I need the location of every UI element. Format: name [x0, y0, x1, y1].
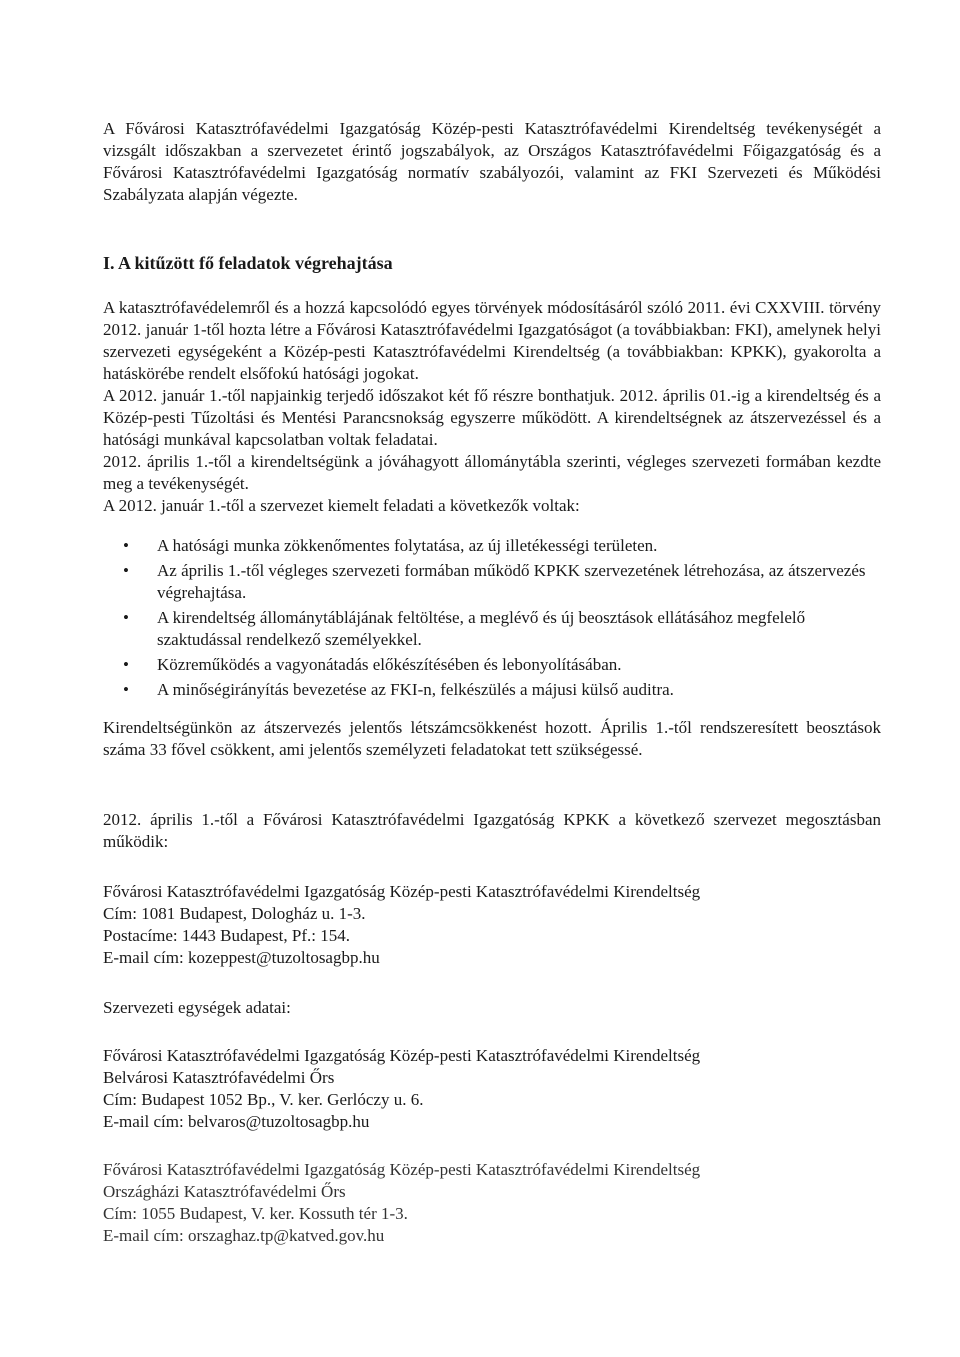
bullet-icon: • — [123, 655, 129, 674]
staff-paragraph: Kirendeltségünkön az átszervezés jelentős létszámcsökkenést hozott. Április 1.-től rendszeresített beosztások száma 33 fővel csökkent, ami jelentős személyzeti feladatokat tett szükségessé. — [103, 718, 881, 759]
unit-name: Belvárosi Katasztrófavédelmi Őrs — [103, 1068, 335, 1087]
section-paragraph-2: A 2012. január 1.-től napjainkig terjedő időszakot két fő részre bonthatjuk. 2012. április 01.-ig a kirendeltség és a Közép-pesti Tűzoltási és Mentési Parancsnokság egyszerre működött. A kirendeltségnek az átszervezéssel és a hatósági munkával kapcsolatban voltak feladatai. — [103, 386, 881, 449]
units-title: Szervezeti egységek adatai: — [103, 998, 291, 1017]
intro-paragraph: A Fővárosi Katasztrófavédelmi Igazgatóság Közép-pesti Katasztrófavédelmi Kirendeltség tevékenységét a vizsgált időszakban a szervezetet érintő jogszabályok, az Országos Katasztrófavédelmi Főigazgatóság és a Fővárosi Katasztrófavédelmi Igazgatóság normatív szabályozói, valamint az FKI Szervezeti és Működési Szabályzata alapján végezte. — [103, 119, 881, 204]
org-postal: Postacíme: 1443 Budapest, Pf.: 154. — [103, 926, 350, 945]
task-list — [103, 535, 881, 701]
section-paragraph-3: 2012. április 1.-től a kirendeltségünk a jóváhagyott állománytábla szerinti, végleges szervezeti formában kezdte meg a tevékenységét. — [103, 452, 881, 493]
org-email: E-mail cím: kozeppest@tuzoltosagbp.hu — [103, 948, 380, 967]
list-item: • A minőségirányítás bevezetése az FKI-n, felkészülés a májusi külső auditra. — [123, 680, 674, 699]
bullet-icon: • — [123, 608, 129, 627]
document-page — [103, 118, 881, 1247]
unit-email: E-mail cím: orszaghaz.tp@katved.gov.hu — [103, 1226, 385, 1245]
unit-org: Fővárosi Katasztrófavédelmi Igazgatóság Közép-pesti Katasztrófavédelmi Kirendeltség — [103, 1160, 701, 1179]
list-item: • A hatósági munka zökkenőmentes folytatása, az új illetékességi területen. — [123, 536, 658, 555]
org-contact-block — [103, 881, 881, 969]
unit-block-belvaros — [103, 1045, 881, 1133]
bullet-icon: • — [123, 680, 129, 699]
unit-name: Országházi Katasztrófavédelmi Őrs — [103, 1182, 346, 1201]
unit-address: Cím: Budapest 1052 Bp., V. ker. Gerlóczy u. 6. — [103, 1090, 424, 1109]
list-item: • Az április 1.-től végleges szervezeti formában működő KPKK szervezetének létrehozása, az átszervezés végrehajtása. — [123, 561, 866, 602]
org-name: Fővárosi Katasztrófavédelmi Igazgatóság Közép-pesti Katasztrófavédelmi Kirendeltség — [103, 882, 701, 901]
unit-address: Cím: 1055 Budapest, V. ker. Kossuth tér 1-3. — [103, 1204, 408, 1223]
bullet-icon: • — [123, 561, 129, 580]
bullet-icon: • — [123, 536, 129, 555]
unit-org: Fővárosi Katasztrófavédelmi Igazgatóság Közép-pesti Katasztrófavédelmi Kirendeltség — [103, 1046, 701, 1065]
unit-email: E-mail cím: belvaros@tuzoltosagbp.hu — [103, 1112, 370, 1131]
list-item: • A kirendeltség állománytáblájának feltöltése, a meglévő és új beosztások ellátásához megfelelő szaktudással rendelkező személyekkel. — [123, 608, 806, 649]
unit-block-orszaghaz — [103, 1159, 881, 1247]
section-paragraph-4: A 2012. január 1.-től a szervezet kiemelt feladati a következők voltak: — [103, 496, 580, 515]
org-intro-paragraph: 2012. április 1.-től a Fővárosi Katasztrófavédelmi Igazgatóság KPKK a következő szervezet megosztásban működik: — [103, 810, 881, 851]
section-paragraph-1: A katasztrófavédelemről és a hozzá kapcsolódó egyes törvények módosításáról szóló 2011. évi CXXVIII. törvény 2012. január 1-től hozta létre a Fővárosi Katasztrófavédelmi Igazgatóságot (a továbbiakban: FKI), amelynek helyi szervezeti egységeként a Közép-pesti Katasztrófavédelmi Kirendeltség (a továbbiakban: KPKK), gyakorolta a hatáskörébe rendelt elsőfokú hatósági jogokat. — [103, 298, 881, 383]
org-address: Cím: 1081 Budapest, Dologház u. 1-3. — [103, 904, 366, 923]
list-item: • Közreműködés a vagyonátadás előkészítésében és lebonyolításában. — [123, 655, 622, 674]
section-heading: I. A kitűzött fő feladatok végrehajtása — [103, 253, 393, 273]
